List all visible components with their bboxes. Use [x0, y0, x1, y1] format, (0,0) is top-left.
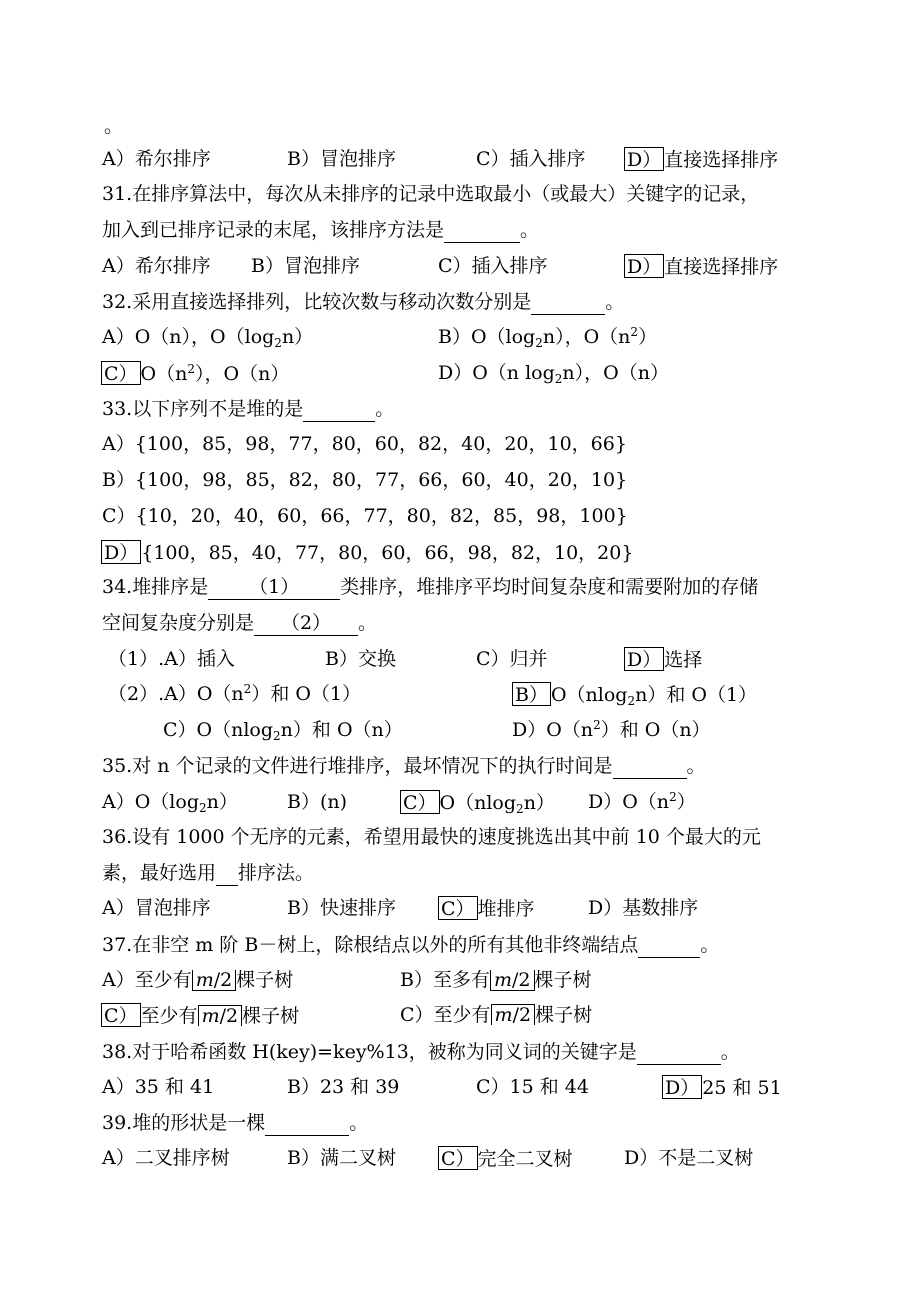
ceiling-bracket: m/2 — [198, 1005, 243, 1026]
q36-option-c: C） 堆排序 — [438, 896, 535, 920]
q34-part1-option-b: B）交换 — [325, 648, 396, 670]
q31-option-a: A）希尔排序 — [102, 255, 211, 277]
q32-stem: 32.采用直接选择排列，比较次数与移动次数分别是 。 — [102, 291, 625, 313]
q35-option-c: C） O（nlog$_2$n） — [400, 790, 555, 814]
q37-stem: 37.在非空 m 阶 B－树上，除根结点以外的所有其他非终端结点 。 — [102, 934, 720, 956]
answer-box: C） — [101, 1003, 141, 1027]
q37-option-c: C） 至少有 m/2 棵子树 — [101, 1003, 299, 1027]
q38-stem: 38.对于哈希函数 H(key)=key%13，被称为同义词的关键字是 。 — [102, 1041, 740, 1063]
top-period: 。 — [104, 115, 124, 137]
q30-option-d: D） 直接选择排序 — [624, 147, 778, 171]
answer-box: C） — [400, 790, 440, 814]
q39-stem: 39.堆的形状是一棵 。 — [102, 1112, 369, 1134]
q36-option-a: A）冒泡排序 — [102, 897, 211, 919]
answer-box: C） — [438, 896, 478, 920]
q35-option-b: B）(n) — [287, 791, 348, 813]
q30-option-c: C）插入排序 — [476, 148, 586, 170]
answer-box: D） — [624, 147, 664, 171]
q34-part2-option-d: $D)O(n^2)$和 O（n） — [512, 718, 711, 741]
q35-stem: 35.对 n 个记录的文件进行堆排序，最坏情况下的执行时间是 。 — [102, 755, 706, 777]
q36-stem-line1: 36.设有 1000 个无序的元素，希望用最快的速度挑选出其中前 10 个最大的元 — [102, 826, 761, 848]
q39-option-d: D）不是二叉树 — [624, 1147, 754, 1169]
q34-part2-option-a: $(2).A)O(n^2)$和 O（1） — [108, 682, 362, 705]
q38-option-c: C）15 和 44 — [476, 1076, 589, 1098]
q32-option-d: D）O（n $\log_2n$），O（n） — [438, 362, 669, 386]
answer-box: C） — [101, 361, 141, 385]
q37-option-c2: C）至少有 m/2 棵子树 — [400, 1004, 593, 1026]
q31-option-b: B）冒泡排序 — [251, 255, 360, 277]
answer-box: C） — [438, 1146, 478, 1170]
q38-option-a: A）35 和 41 — [102, 1076, 215, 1098]
q34-stem-line1: 34.堆排序是 （1） 类排序，堆排序平均时间复杂度和需要附加的存储 — [102, 576, 759, 598]
q31-option-d: D） 直接选择排序 — [624, 254, 778, 278]
q33-option-c: C）{10，20，40，60，66，77，80，82，85，98，100} — [102, 505, 628, 527]
q39-option-c: C） 完全二叉树 — [438, 1146, 573, 1170]
q36-option-b: B）快速排序 — [287, 897, 396, 919]
q34-part1-option-d: D） 选择 — [624, 647, 702, 671]
q31-stem-line1: 31.在排序算法中，每次从未排序的记录中选取最小（或最大）关键字的记录， — [102, 183, 760, 205]
ceiling-bracket: m/2 — [491, 1004, 536, 1025]
q38-option-d: D） 25 和 51 — [662, 1075, 782, 1099]
q36-option-d: D）基数排序 — [588, 897, 699, 919]
q39-option-b: B）满二叉树 — [287, 1147, 396, 1169]
answer-box: D） — [624, 647, 664, 671]
q37-option-b: B）至多有 m/2 棵子树 — [400, 969, 592, 991]
q34-part2-option-b: B） O（nlog$_2$n）和 O（1） — [512, 682, 757, 706]
q39-option-a: A）二叉排序树 — [102, 1147, 230, 1169]
q31-option-c: C）插入排序 — [438, 255, 548, 277]
q31-stem-line2: 加入到已排序记录的末尾，该排序方法是 。 — [102, 219, 540, 241]
q34-part1-option-c: C）归并 — [476, 648, 548, 670]
q38-option-b: B）23 和 39 — [287, 1076, 400, 1098]
q36-stem-line2: 素，最好选用 排序法。 — [102, 862, 315, 884]
q33-stem: 33.以下序列不是堆的是 。 — [102, 398, 395, 420]
q33-option-a: A）{100，85，98，77，80，60，82，40，20，10，66} — [102, 433, 627, 455]
q32-option-b: $B)O(\log_2n)$，$O(n^2)$ — [438, 325, 658, 350]
q32-option-c: C） $O(n^2)$，O（n） — [101, 361, 289, 385]
q37-option-a: A）至少有 m/2 棵子树 — [102, 969, 294, 991]
q32-option-a: A）O（n），$O(\log_2n)$ — [102, 326, 314, 350]
q30-option-b: B）冒泡排序 — [287, 148, 396, 170]
q33-option-d: D） {100，85，40，77，80，60，66，98，82，10，20} — [101, 540, 633, 564]
q35-option-a: $A)O(\log_2n)$ — [102, 791, 238, 815]
answer-box: D） — [624, 254, 664, 278]
q34-part2-option-c: C）O（nlog$_2$n）和 O（n） — [163, 719, 403, 743]
q33-option-b: B）{100，98，85，82，80，77，66，60，40，20，10} — [102, 469, 628, 491]
q30-option-a: A）希尔排序 — [102, 148, 211, 170]
floor-bracket: m/2 — [192, 970, 237, 991]
floor-bracket: m/2 — [490, 970, 535, 991]
q34-stem-line2: 空间复杂度分别是 （2） 。 — [102, 612, 378, 634]
answer-box: D） — [662, 1075, 702, 1099]
q34-part1-option-a: （1）.A）插入 — [108, 648, 235, 670]
answer-box: D） — [101, 540, 141, 564]
answer-box: B） — [512, 682, 551, 706]
q35-option-d: $D)O(n^2)$ — [588, 790, 696, 813]
